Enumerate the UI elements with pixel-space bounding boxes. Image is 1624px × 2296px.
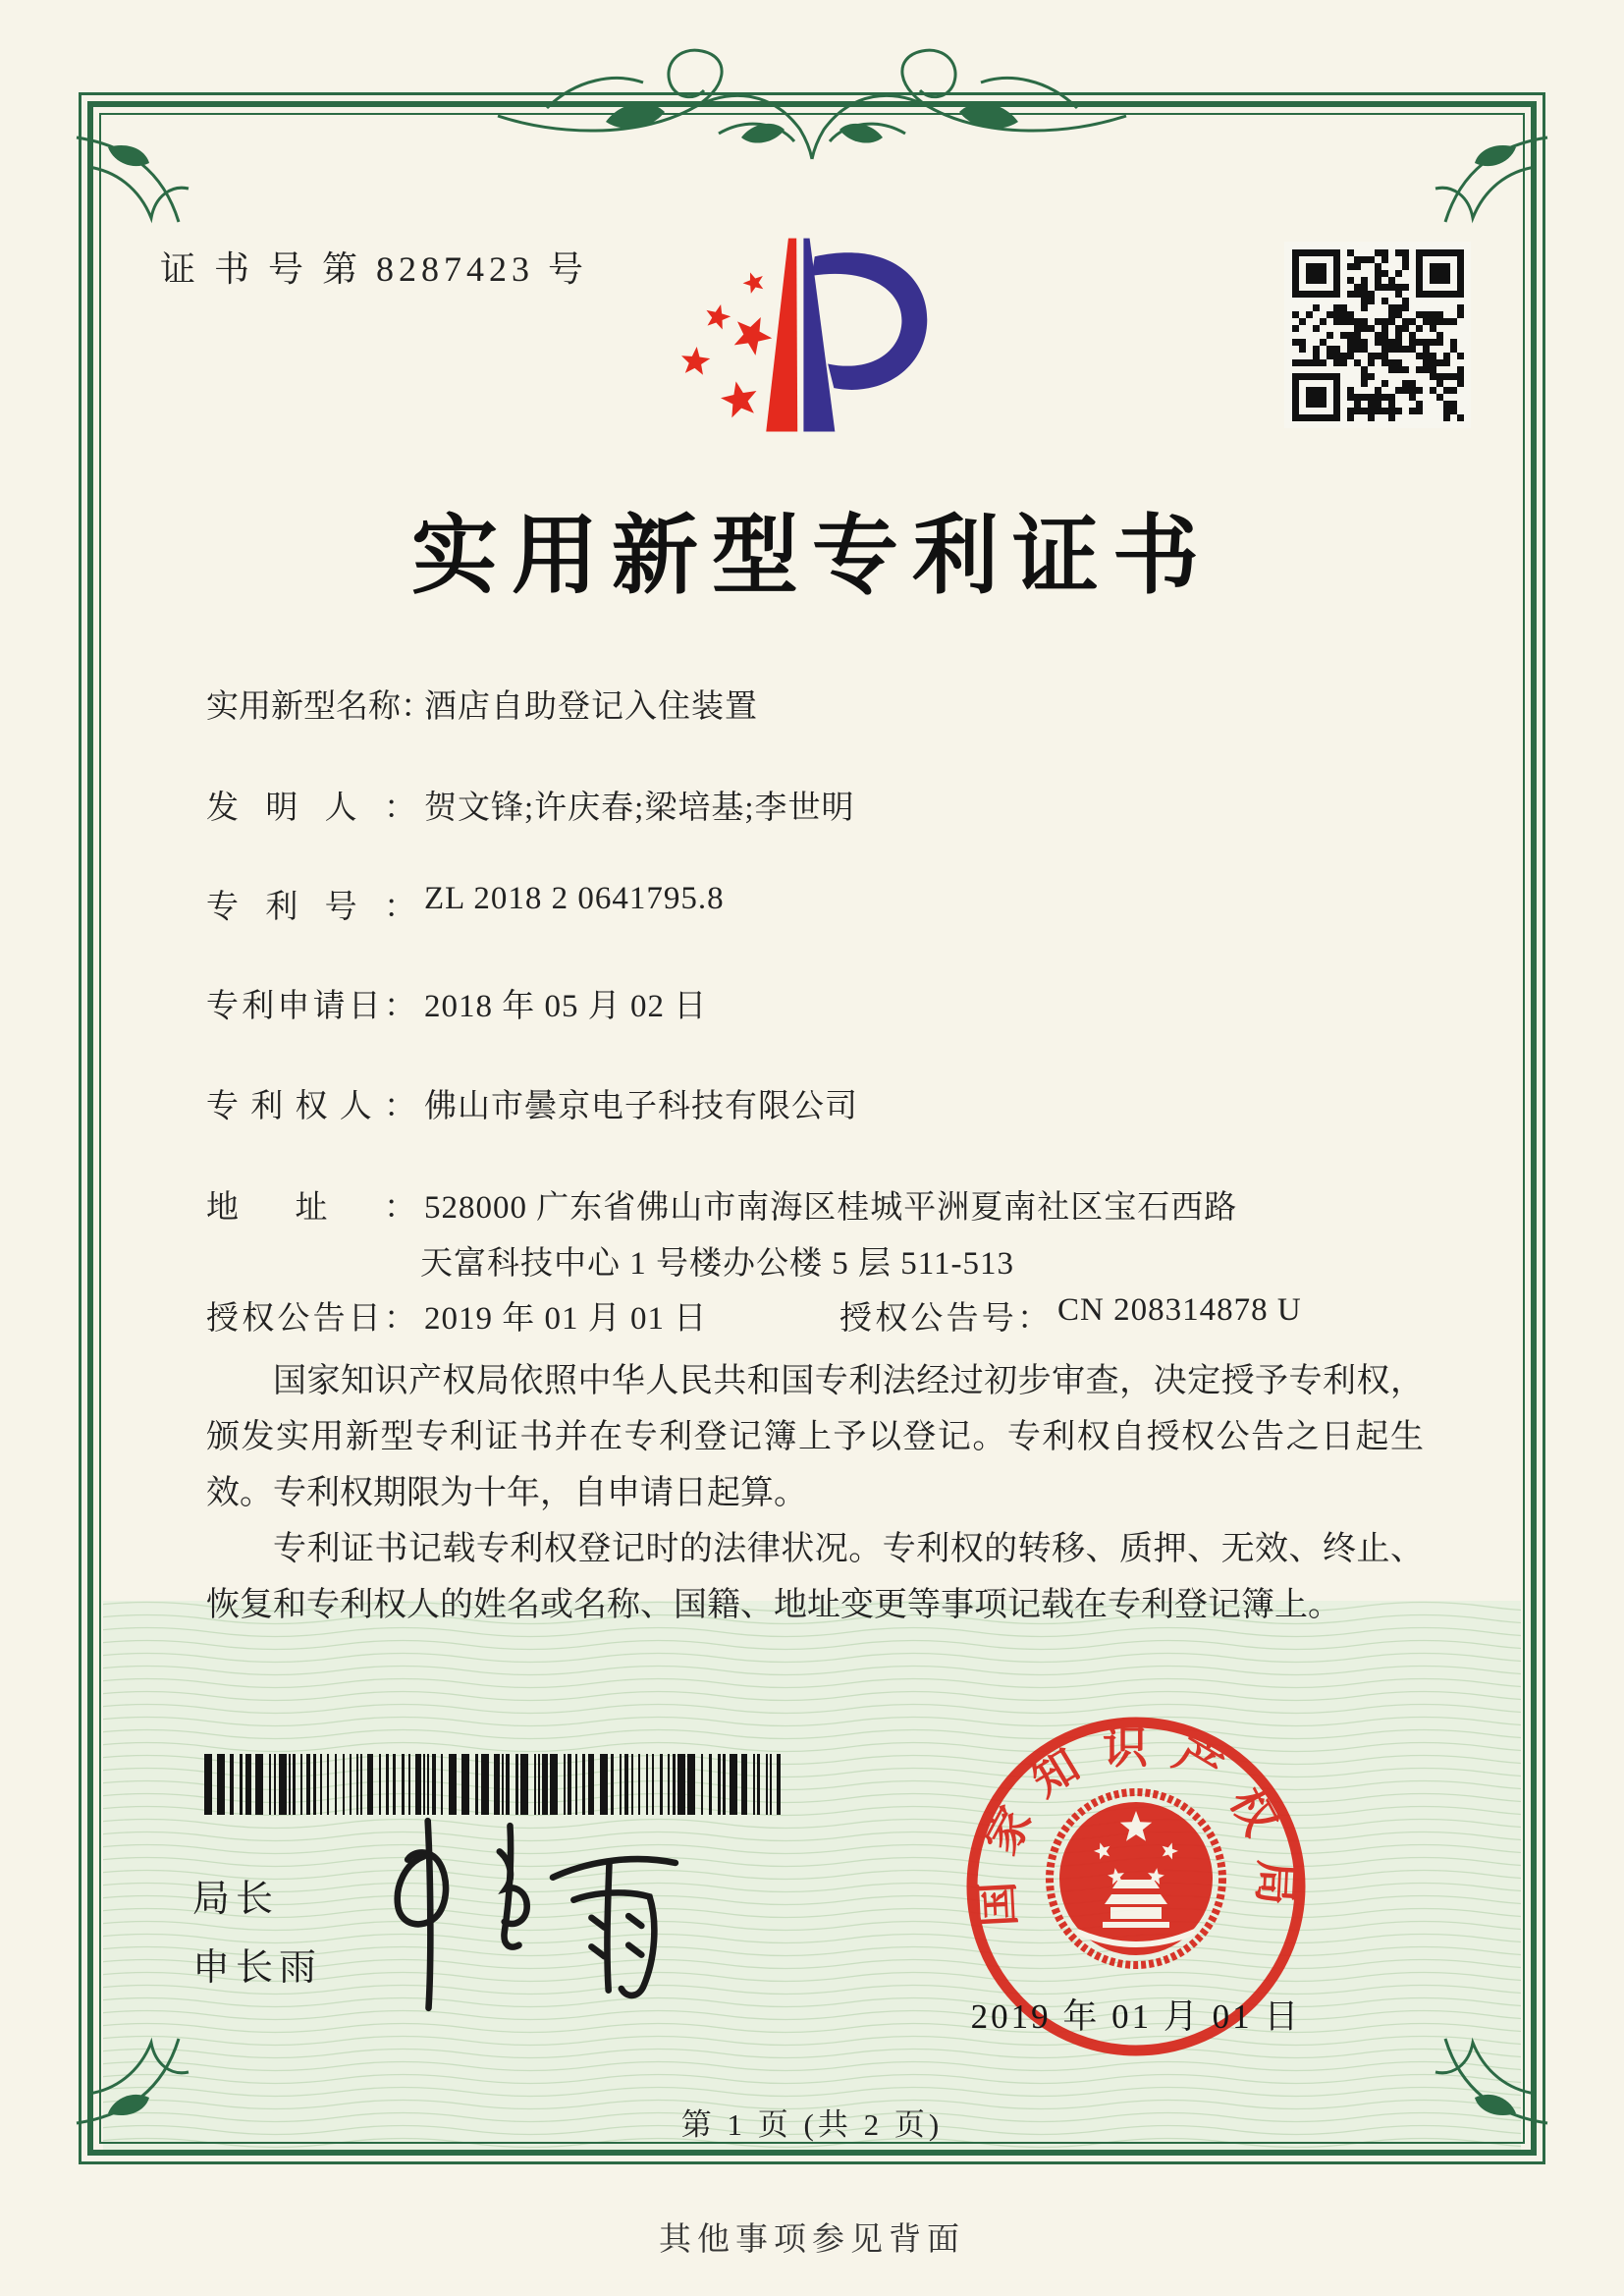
- signature-handwriting: [350, 1809, 688, 2020]
- field-value: 贺文锋;许庆春;梁培基;李世明: [424, 791, 855, 826]
- logo-red-wedge: [766, 239, 797, 432]
- field-value: ZL 2018 2 0641795.8: [424, 881, 725, 916]
- field-row-inventors: [206, 782, 1434, 828]
- qr-code: [1284, 242, 1471, 428]
- field-value: 2018 年 05 月 02 日: [424, 989, 708, 1024]
- corner-ornament-top-left: [69, 128, 216, 246]
- field-row-address: [206, 1181, 1434, 1228]
- paragraph-legal: 专利证书记载专利权登记时的法律状况。专利权的转移、质押、无效、终止、恢复和专利权人的姓名或名称、国籍、地址变更等事项记载在专利登记簿上。: [206, 1531, 1424, 1623]
- field-label: 授权公告日：: [206, 1301, 416, 1337]
- field-label: 发明人：: [206, 791, 416, 826]
- field-label: 实用新型名称：: [206, 689, 433, 725]
- field-row-grant: [206, 1292, 1434, 1339]
- field-label: 地址：: [206, 1190, 416, 1226]
- field-value: 佛山市曇京电子科技有限公司: [424, 1089, 858, 1124]
- director-title: 局长: [192, 1879, 280, 1920]
- back-note: 其他事项参见背面: [659, 2222, 965, 2258]
- address-line2: 天富科技中心 1 号楼办公楼 5 层 511-513: [420, 1246, 1015, 1282]
- field-row-patentee: [206, 1080, 1434, 1126]
- director-name: 申长雨: [192, 1947, 323, 1989]
- field-label: 授权公告号：: [839, 1301, 1050, 1337]
- legal-paragraphs: [206, 1353, 1424, 1633]
- field-label: 专利号：: [206, 890, 416, 925]
- field-row-name: [206, 681, 1434, 727]
- seal-text: 国家知识产权局: [970, 1722, 1302, 1929]
- corner-ornament-top-right: [1408, 128, 1555, 246]
- grant-no-pair: [839, 1292, 1302, 1339]
- field-value: 2019 年 01 月 01 日: [424, 1301, 708, 1337]
- field-value: CN 208314878 U: [1057, 1292, 1302, 1328]
- top-center-ornament: [488, 39, 1136, 177]
- paragraph-grant: 国家知识产权局依照中华人民共和国专利法经过初步审查，决定授予专利权，颁发实用新型专利证书并在专利登记簿上予以登记。专利权自授权公告之日起生效。专利权期限为十年，自申请日起算。: [206, 1363, 1424, 1511]
- cnipa-logo: [628, 216, 952, 449]
- field-row-filing-date: [206, 980, 1434, 1026]
- field-value: 528000 广东省佛山市南海区桂城平洲夏南社区宝石西路: [424, 1190, 1238, 1226]
- certificate-number: 证 书 号 第 8287423 号: [160, 249, 589, 289]
- barcode: [204, 1754, 789, 1815]
- page-title: 实用新型专利证书: [410, 510, 1213, 605]
- seal-date: 2019 年 01 月 01 日: [970, 1997, 1302, 2036]
- page-indicator: 第 1 页 (共 2 页): [680, 2107, 944, 2142]
- logo-p-bowl: [812, 252, 928, 390]
- logo-stars-group: [681, 272, 772, 417]
- field-label: 专利申请日：: [206, 989, 416, 1024]
- field-value: 酒店自助登记入住装置: [424, 689, 758, 725]
- field-row-patent-no: [206, 881, 1434, 927]
- national-emblem: [1050, 1792, 1222, 1965]
- field-label: 专利权人：: [206, 1089, 416, 1124]
